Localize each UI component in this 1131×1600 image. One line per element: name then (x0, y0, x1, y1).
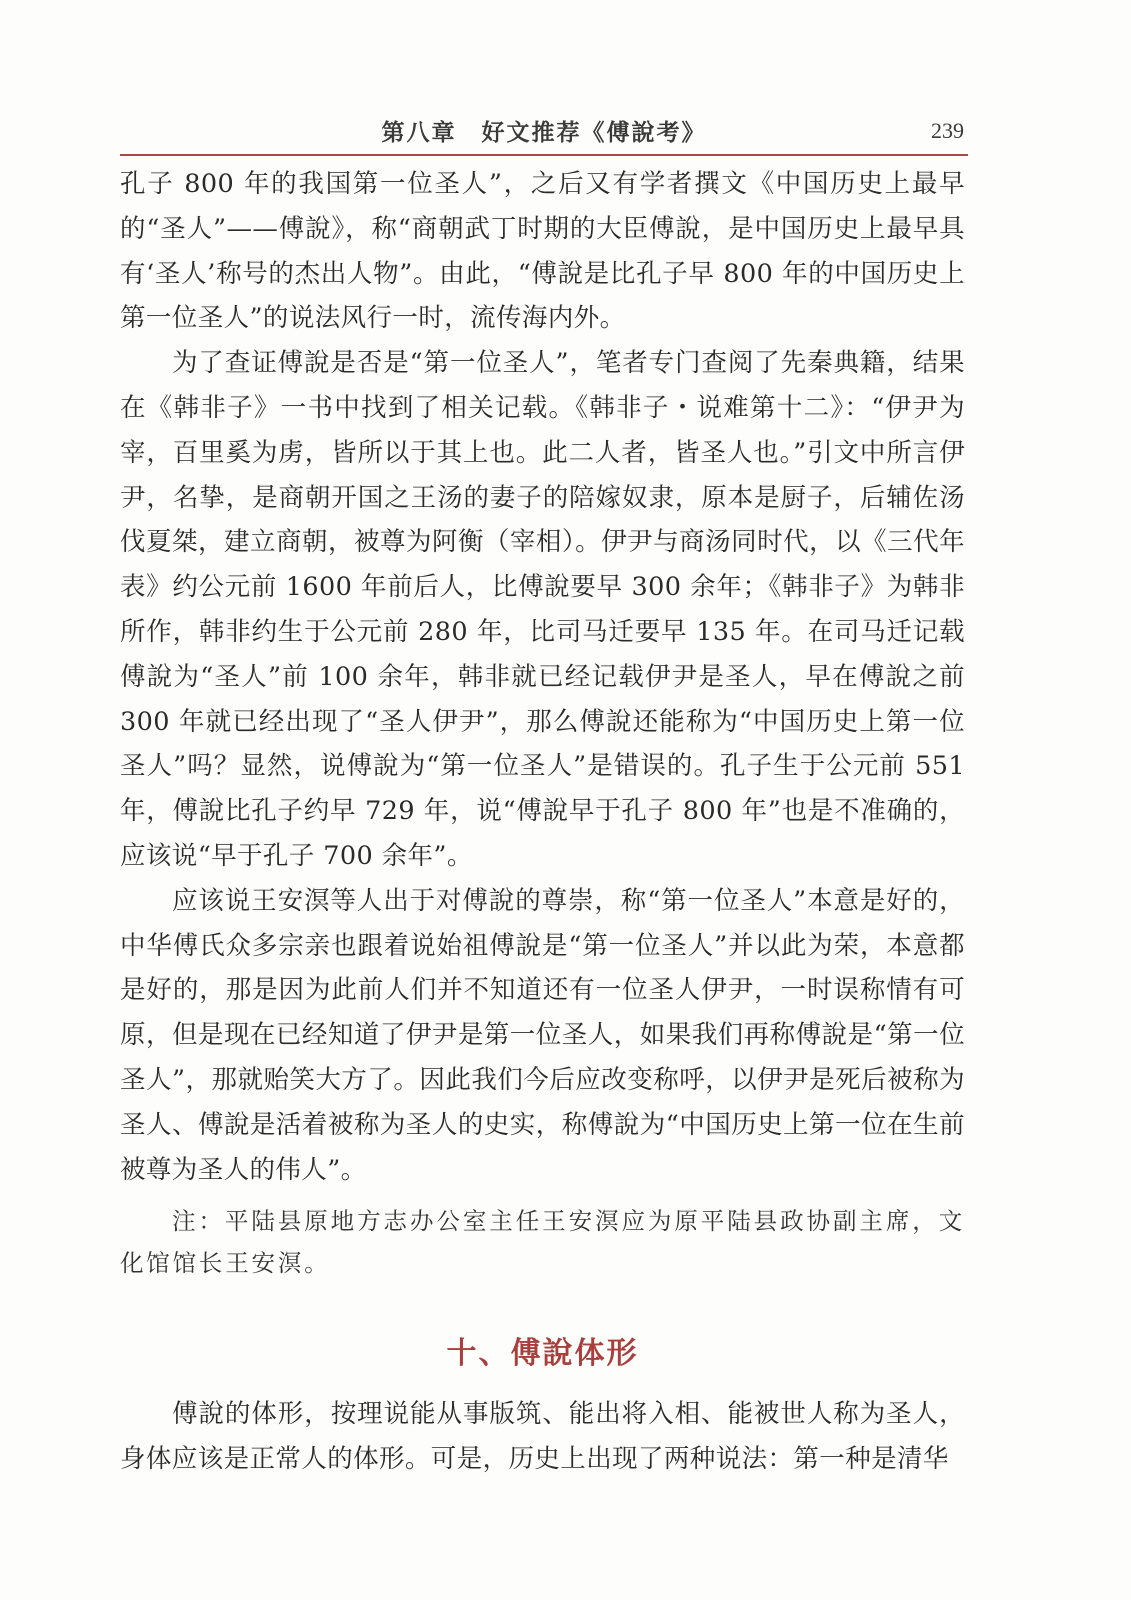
running-header (120, 108, 968, 154)
section-heading: 十、傅說体形 (446, 1336, 639, 1372)
page-number: 239 (931, 118, 964, 143)
chapter-title: 第八章 好文推荐《傅說考》 (381, 120, 707, 146)
paragraph: 傅說的体形，按理说能从事版筑、能出将入相、能被世人称为圣人，身体应该是正常人的体形。可是，历史上出现了两种说法：第一种是清华 (120, 1399, 965, 1475)
paragraph-continued: 孔子 800 年的我国第一位圣人”，之后又有学者撰文《中国历史上最早的“圣人”——傅說》，称“商朝武丁时期的大臣傅說，是中国历史上最早具有‘圣人’称号的杰出人物”。由此，“傅說是比孔子早 800 年的中国历史上第一位圣人”的说法风行一时，流传海内外。 (120, 169, 965, 334)
paragraph: 应该说王安溟等人出于对傅說的尊崇，称“第一位圣人”本意是好的，中华傅氏众多宗亲也跟着说始祖傅說是“第一位圣人”并以此为荣，本意都是好的，那是因为此前人们并不知道还有一位圣人伊尹，一时误称情有可原，但是现在已经知道了伊尹是第一位圣人，如果我们再称傅說是“第一位圣人”，那就贻笑大方了。因此我们今后应改变称呼，以伊尹是死后被称为圣人、傅說是活着被称为圣人的史实，称傅說为“中国历史上第一位在生前被尊为圣人的伟人”。 (120, 885, 965, 1185)
paragraph: 为了查证傅說是否是“第一位圣人”，笔者专门查阅了先秦典籍，结果在《韩非子》一书中找到了相关记载。《韩非子・说难第十二》：“伊尹为宰，百里奚为虏，皆所以于其上也。此二人者，皆圣人也。”引文中所言伊尹，名挚，是商朝开国之王汤的妻子的陪嫁奴隶，原本是厨子，后辅佐汤伐夏桀，建立商朝，被尊为阿衡（宰相）。伊尹与商汤同时代，以《三代年表》约公元前 1600 年前后人，比傅說要早 300 余年；《韩非子》为韩非所作，韩非约生于公元前 280 年，比司马迁要早 135 年。在司马迁记载傅說为“圣人”前 100 余年，韩非就已经记载伊尹是圣人，早在傅說之前 300 年就已经出现了“圣人伊尹”，那么傅說还能称为“中国历史上第一位圣人”吗？显然，说傅說为“第一位圣人”是错误的。孔子生于公元前 551 年，傅說比孔子约早 729 年，说“傅說早于孔子 800 年”也是不准确的，应该说“早于孔子 700 余年”。 (120, 348, 965, 871)
header-divider (120, 154, 968, 156)
footnote: 注：平陆县原地方志办公室主任王安溟应为原平陆县政协副主席，文化馆馆长王安溟。 (120, 1207, 965, 1278)
page-body (120, 162, 965, 1482)
